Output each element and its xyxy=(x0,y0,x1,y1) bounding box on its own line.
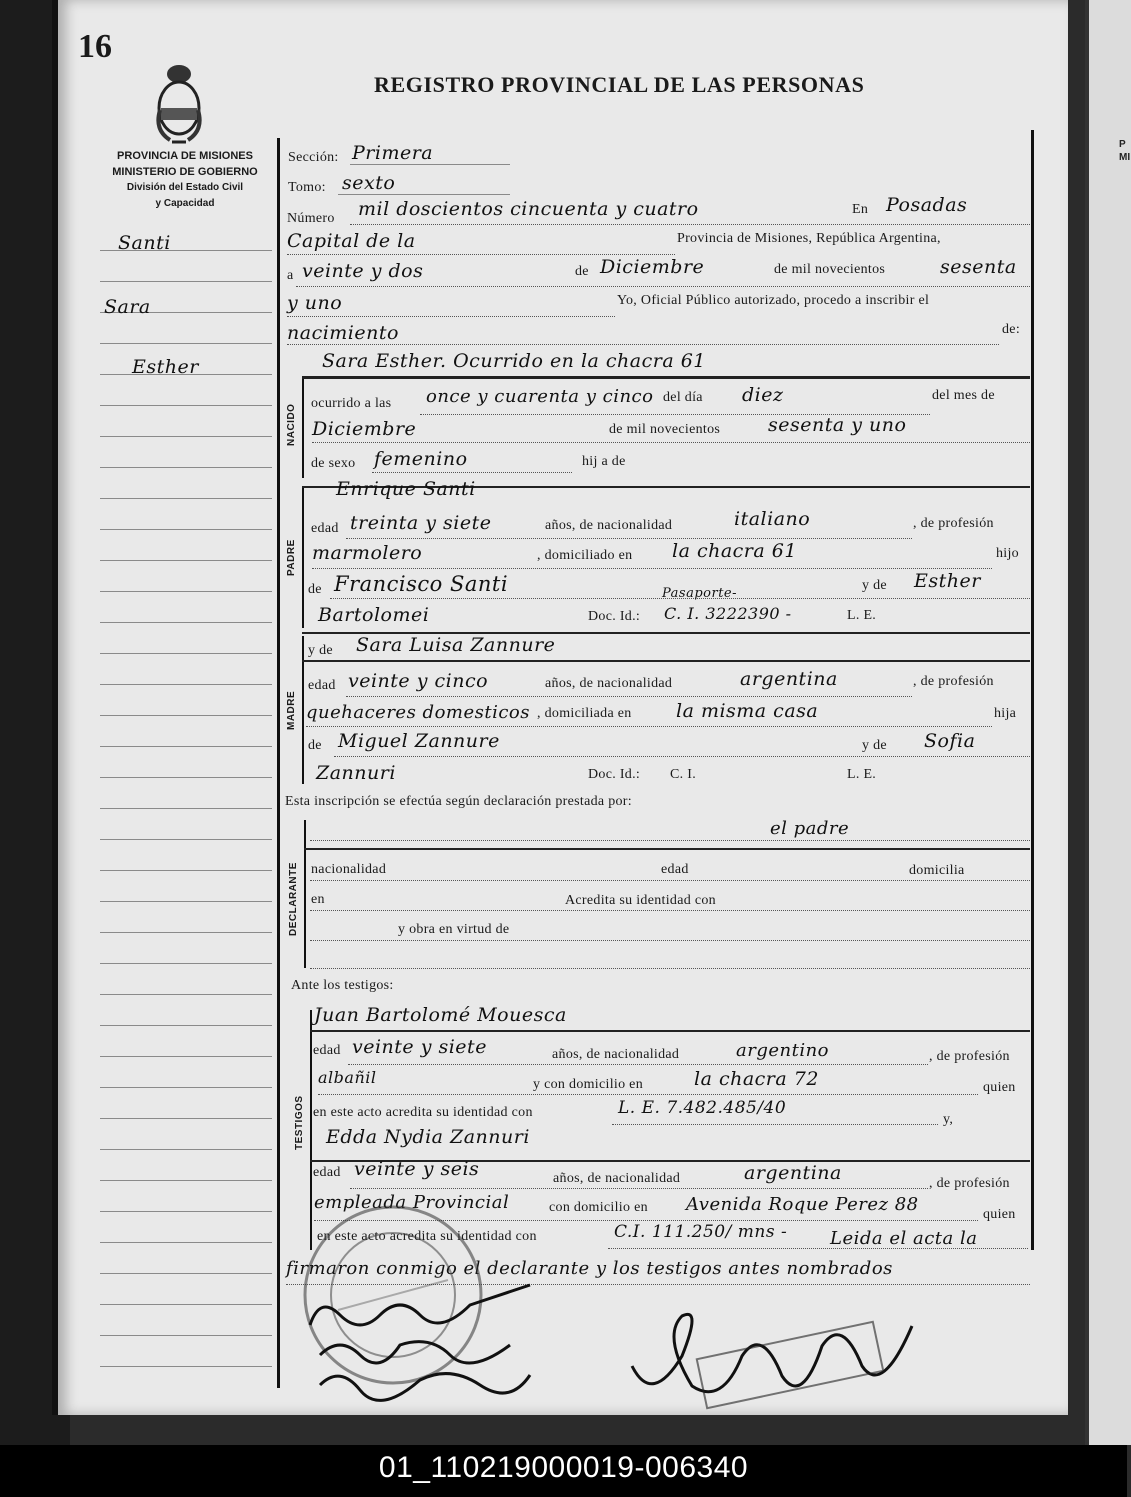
margin-rule-line xyxy=(100,839,272,840)
fill-line xyxy=(318,1094,978,1095)
le-label: L. E. xyxy=(847,767,877,782)
margin-rule-line xyxy=(100,1118,272,1119)
margin-first-name: Sara xyxy=(104,296,151,318)
edad-label: edad xyxy=(313,1043,341,1058)
fill-line xyxy=(310,880,1030,881)
margin-rule-line xyxy=(100,1242,272,1243)
numero-value: mil doscientos cincuenta y cuatro xyxy=(358,198,699,220)
signature-declarante-icon xyxy=(300,1285,560,1405)
margin-rule-line xyxy=(100,870,272,871)
padre-nombre-value: Enrique Santi xyxy=(336,478,476,500)
seccion-value: Primera xyxy=(352,142,434,164)
margin-second-name: Esther xyxy=(132,356,199,378)
anios-label: años, de nacionalidad xyxy=(545,518,673,533)
de-colon-label: de: xyxy=(1002,322,1021,337)
ocurrido-label: ocurrido a las xyxy=(311,396,392,411)
margin-rule-line xyxy=(100,1056,272,1057)
nacido-section-label: NACIDO xyxy=(286,403,297,446)
doc-label: Doc. Id.: xyxy=(588,609,641,624)
provincia-text: Provincia de Misiones, República Argentina, xyxy=(677,231,941,246)
margin-rule-line xyxy=(100,963,272,964)
cierre-2: firmaron conmigo el declarante y los testigos antes nombrados xyxy=(286,1258,893,1279)
oficial-text: Yo, Oficial Público autorizado, procedo a inscribir el xyxy=(617,293,930,308)
margin-rule-line xyxy=(100,684,272,685)
fill-line xyxy=(338,194,510,195)
fill-line xyxy=(287,344,999,345)
edad-label: edad xyxy=(311,521,339,536)
padre-profesion-value: marmolero xyxy=(312,542,423,564)
adjacent-page-fragment: P MI xyxy=(1119,139,1131,163)
edad-label: edad xyxy=(308,678,336,693)
edad-label: edad xyxy=(661,862,689,877)
testigo2-domicilio: Avenida Roque Perez 88 xyxy=(686,1194,919,1215)
declarante-intro: Esta inscripción se efectúa según declaración prestada por: xyxy=(285,794,632,809)
margin-rule-line xyxy=(100,436,272,437)
testigo2-nombre: Edda Nydia Zannuri xyxy=(326,1126,530,1148)
padre-edad-value: treinta y siete xyxy=(350,512,492,534)
dia-value: diez xyxy=(742,384,784,406)
fill-line xyxy=(312,442,1030,443)
city-value: Capital de la xyxy=(287,230,416,252)
margin-rule-line xyxy=(100,1366,272,1367)
fill-line xyxy=(310,968,1030,969)
madre-nombre-value: Sara Luisa Zannure xyxy=(356,634,556,656)
sexo-value: femenino xyxy=(374,448,468,470)
margin-rule-line xyxy=(100,591,272,592)
madre-nacionalidad-value: argentina xyxy=(740,668,838,690)
fill-line xyxy=(350,164,510,165)
margin-rule-line xyxy=(100,1149,272,1150)
year-value: sesenta xyxy=(940,256,1017,278)
section-rule xyxy=(302,660,1030,662)
fill-line xyxy=(350,224,1030,225)
acredita-label: Acredita su identidad con xyxy=(565,893,716,908)
declarante-bracket xyxy=(304,820,306,968)
abuelo-materno-value: Miguel Zannure xyxy=(338,730,500,752)
margin-rule-line xyxy=(100,1087,272,1088)
de-mil-label: de mil novecientos xyxy=(774,262,886,277)
fill-line xyxy=(310,910,1030,911)
profesion-label: , de profesión xyxy=(929,1049,1010,1064)
padre-bracket xyxy=(302,488,304,628)
margin-rule-line xyxy=(100,405,272,406)
fill-line xyxy=(287,316,615,317)
cierre-1: Leida el acta la xyxy=(830,1228,978,1249)
province-line: PROVINCIA DE MISIONES xyxy=(117,150,253,162)
margin-rule-line xyxy=(100,281,272,282)
sexo-label: de sexo xyxy=(311,456,356,471)
page-number: 16 xyxy=(78,28,112,65)
testigo1-domicilio: la chacra 72 xyxy=(694,1068,819,1090)
de-label: de xyxy=(308,582,322,597)
acredita-label: en este acto acredita su identidad con xyxy=(317,1229,537,1244)
margin-rule-line xyxy=(100,560,272,561)
quien-label: quien xyxy=(983,1080,1016,1095)
ci-label: C. I. xyxy=(670,767,696,782)
fill-line xyxy=(608,1248,1028,1249)
padre-doc-value: C. I. 3222390 - xyxy=(664,604,792,623)
domiciliada-label: , domiciliada en xyxy=(537,706,632,721)
day-value: veinte y dos xyxy=(302,260,424,282)
fill-line xyxy=(306,726,992,727)
margin-rule-line xyxy=(100,715,272,716)
fill-line xyxy=(287,254,675,255)
margin-rule-line xyxy=(100,1025,272,1026)
hora-value: once y cuarenta y cinco xyxy=(426,386,654,407)
fill-line xyxy=(348,1064,928,1065)
year-value-cont: y uno xyxy=(287,292,343,314)
doc-label: Doc. Id.: xyxy=(588,767,641,782)
issuing-authority xyxy=(98,148,272,212)
abuela-materna-value-cont: Zannuri xyxy=(316,762,396,784)
fill-line xyxy=(372,472,572,473)
testigo2-doc: C.I. 111.250/ mns - xyxy=(614,1222,788,1242)
testigo1-nombre: Juan Bartolomé Mouesca xyxy=(314,1004,567,1026)
en-label: en xyxy=(311,892,325,907)
anios-label: años, de nacionalidad xyxy=(545,676,673,691)
tomo-label: Tomo: xyxy=(288,180,326,195)
margin-divider xyxy=(277,138,280,1388)
margin-rule-line xyxy=(100,498,272,499)
en-value: Posadas xyxy=(886,194,968,216)
margin-rule-line xyxy=(100,746,272,747)
testigo1-edad: veinte y siete xyxy=(352,1036,487,1058)
padre-domicilio-value: la chacra 61 xyxy=(672,540,797,562)
profesion-label: , de profesión xyxy=(929,1176,1010,1191)
margin-rule-line xyxy=(100,467,272,468)
image-caption: 01_110219000019-006340 xyxy=(0,1445,1127,1497)
nombre-value: Sara Esther. Ocurrido en la chacra 61 xyxy=(322,350,706,372)
month-value: Diciembre xyxy=(600,256,705,278)
capacity-line: y Capacidad xyxy=(155,198,215,209)
nacido-bracket xyxy=(302,378,304,478)
a-label: a xyxy=(287,268,294,283)
mes-value: Diciembre xyxy=(312,418,417,440)
le-label: L. E. xyxy=(847,608,877,623)
quien-label: quien xyxy=(983,1207,1016,1222)
margin-rule-line xyxy=(100,808,272,809)
margin-rule-line xyxy=(100,529,272,530)
de-label: de xyxy=(308,738,322,753)
domicilio-label: con domicilio en xyxy=(549,1200,648,1215)
abuela-materna-value: Sofia xyxy=(924,730,976,752)
margin-rule-line xyxy=(100,1335,272,1336)
y-de-label: y de xyxy=(862,738,887,753)
section-rule xyxy=(302,376,1030,379)
acto-value: nacimiento xyxy=(287,322,399,344)
fill-line xyxy=(612,1124,938,1125)
hijo-label: hijo xyxy=(996,546,1019,561)
margin-rule-line xyxy=(100,1304,272,1305)
madre-domicilio-value: la misma casa xyxy=(676,700,819,722)
hija-label: hija xyxy=(994,706,1017,721)
testigo1-nacionalidad: argentino xyxy=(736,1040,830,1061)
margin-rule-line xyxy=(100,1273,272,1274)
fill-line xyxy=(346,696,912,697)
madre-edad-value: veinte y cinco xyxy=(348,670,489,692)
fill-line xyxy=(296,286,1030,287)
en-label: En xyxy=(852,202,869,217)
section-rule xyxy=(304,848,1030,850)
margin-rule-line xyxy=(100,901,272,902)
testigos-intro: Ante los testigos: xyxy=(291,978,394,993)
fill-line xyxy=(310,940,1030,941)
obra-label: y obra en virtud de xyxy=(398,922,510,937)
abuela-value-cont: Bartolomei xyxy=(318,604,430,626)
margin-rule-line xyxy=(100,622,272,623)
margin-rule-line xyxy=(100,653,272,654)
padre-nacionalidad-value: italiano xyxy=(734,508,811,530)
margin-rule-line xyxy=(100,777,272,778)
profesion-label: , de profesión xyxy=(913,674,994,689)
padre-section-label: PADRE xyxy=(286,539,297,576)
anios-label: años, de nacionalidad xyxy=(553,1171,681,1186)
declarante-section-label: DECLARANTE xyxy=(288,862,299,936)
abuelo-value: Francisco Santi xyxy=(334,572,509,596)
numero-label: Número xyxy=(287,211,335,226)
fill-line xyxy=(350,1188,928,1189)
anios-label: años, de nacionalidad xyxy=(552,1047,680,1062)
fill-line xyxy=(310,840,1030,841)
margin-surname: Santi xyxy=(118,232,171,254)
testigo1-profesion: albañil xyxy=(318,1068,377,1087)
section-rule xyxy=(310,1030,1030,1032)
y-label: y, xyxy=(943,1112,954,1127)
de-mil-label: de mil novecientos xyxy=(609,422,721,437)
coat-of-arms-icon xyxy=(150,60,208,148)
margin-rule-line xyxy=(100,994,272,995)
division-line: División del Estado Civil xyxy=(126,182,244,193)
madre-profesion-value: quehaceres domesticos xyxy=(306,702,531,723)
document-title: REGISTRO PROVINCIAL DE LAS PERSONAS xyxy=(374,72,865,97)
profesion-label: , de profesión xyxy=(913,516,994,531)
hija-de-label: hij a de xyxy=(582,454,626,469)
domicilio-label: y con domicilio en xyxy=(533,1077,643,1092)
margin-rule-line xyxy=(100,1211,272,1212)
edad-label: edad xyxy=(313,1165,341,1180)
pasaporte-note: Pasaporte- xyxy=(662,586,738,601)
y-de-label: y de xyxy=(308,643,333,658)
domiciliado-label: , domiciliado en xyxy=(537,548,633,563)
right-border xyxy=(1031,130,1034,1250)
nacionalidad-label: nacionalidad xyxy=(311,862,387,877)
official-name-stamp-icon xyxy=(690,1320,890,1410)
testigo2-edad: veinte y seis xyxy=(354,1158,480,1180)
declarante-value: el padre xyxy=(770,818,850,839)
del-mes-label: del mes de xyxy=(932,388,995,403)
madre-section-label: MADRE xyxy=(286,690,297,730)
y-de-label: y de xyxy=(862,578,887,593)
testigos-section-label: TESTIGOS xyxy=(294,1095,305,1150)
domicilia-label: domicilia xyxy=(909,863,965,878)
testigo1-doc: L. E. 7.482.485/40 xyxy=(618,1098,787,1118)
testigo2-nacionalidad: argentina xyxy=(744,1162,842,1184)
ministry-line: MINISTERIO DE GOBIERNO xyxy=(112,166,258,178)
del-dia-label: del día xyxy=(663,390,703,405)
margin-rule-line xyxy=(100,932,272,933)
adjacent-page-edge xyxy=(1085,0,1131,1445)
fill-line xyxy=(312,568,992,569)
fill-line xyxy=(334,756,1030,757)
anio-value: sesenta y uno xyxy=(768,414,907,436)
seccion-label: Sección: xyxy=(288,150,339,165)
abuela-value: Esther xyxy=(914,570,981,592)
fill-line xyxy=(346,538,912,539)
madre-bracket xyxy=(302,636,304,784)
margin-rule-line xyxy=(100,1180,272,1181)
de-label: de xyxy=(575,264,589,279)
testigo2-profesion: empleada Provincial xyxy=(314,1192,510,1213)
tomo-value: sexto xyxy=(342,172,396,194)
acredita-label: en este acto acredita su identidad con xyxy=(313,1105,533,1120)
margin-rule-line xyxy=(100,343,272,344)
